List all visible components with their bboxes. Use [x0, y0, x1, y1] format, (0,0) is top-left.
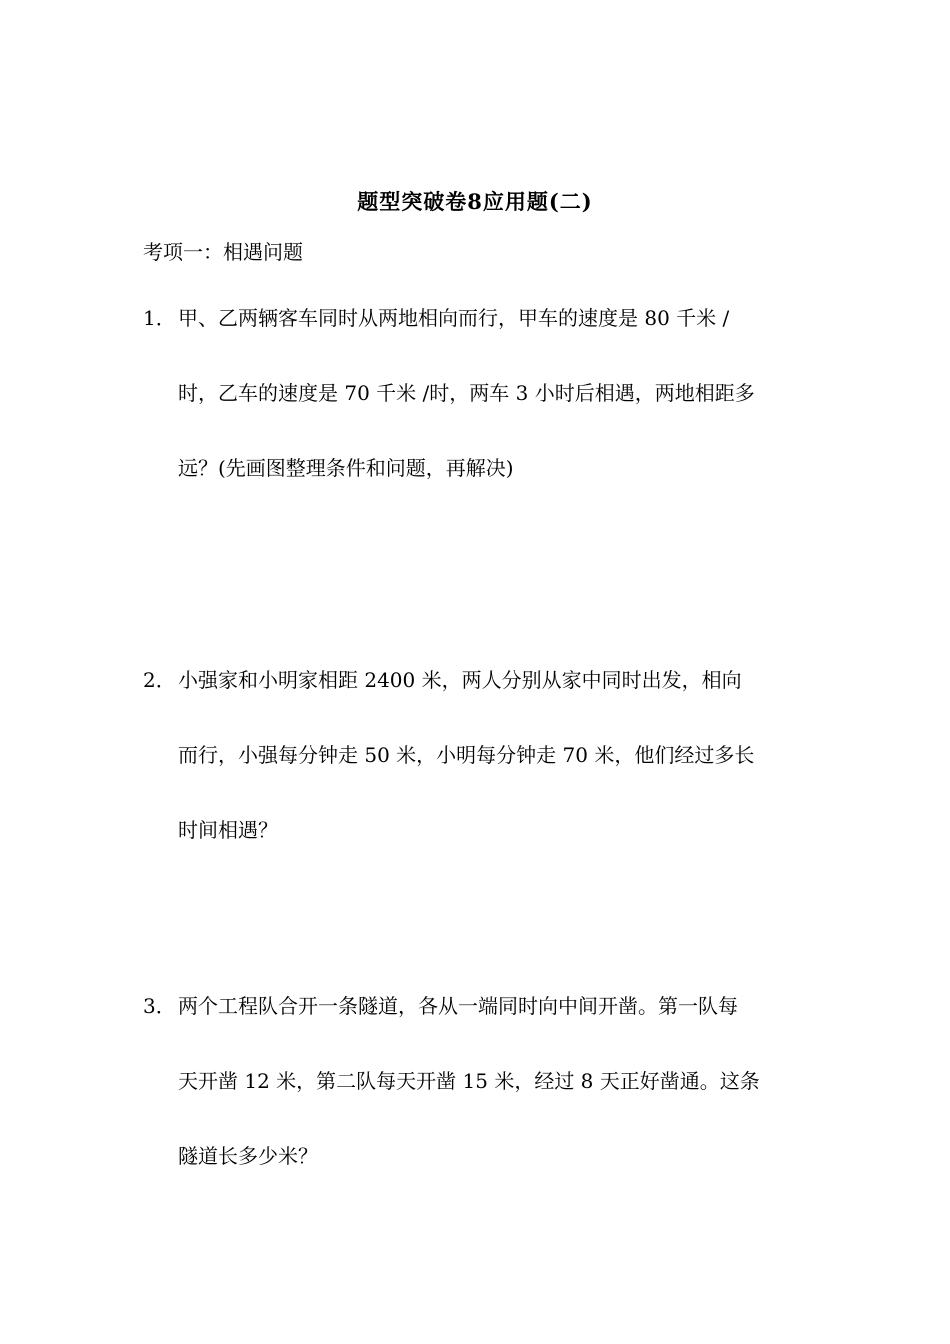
question-1-line-1: 甲、乙两辆客车同时从两地相向而行，甲车的速度是 80 千米 /: [178, 306, 730, 330]
question-2-line-1: 小强家和小明家相距 2400 米，两人分别从家中同时出发，相向: [178, 668, 742, 692]
question-1-line-2: 时，乙车的速度是 70 千米 /时，两车 3 小时后相遇，两地相距多: [178, 381, 755, 405]
question-3-line-3: 隧道长多少米？: [178, 1144, 318, 1168]
question-2-line-2: 而行，小强每分钟走 50 米，小明每分钟走 70 米，他们经过多长: [178, 743, 755, 767]
question-1-number: 1．: [143, 306, 176, 330]
question-3-line-2: 天开凿 12 米，第二队每天开凿 15 米，经过 8 天正好凿通。这条: [178, 1069, 760, 1093]
question-2-line-3: 时间相遇？: [178, 818, 278, 842]
question-2-number: 2．: [143, 668, 176, 692]
question-3-line-1: 两个工程队合开一条隧道，各从一端同时向中间开凿。第一队每: [178, 994, 738, 1018]
section-heading: 考项一：相遇问题: [143, 240, 303, 264]
question-3-number: 3．: [143, 994, 176, 1018]
question-1-line-3: 远？(先画图整理条件和问题，再解决): [178, 456, 514, 480]
page-title: 题型突破卷8应用题(二): [357, 189, 593, 214]
